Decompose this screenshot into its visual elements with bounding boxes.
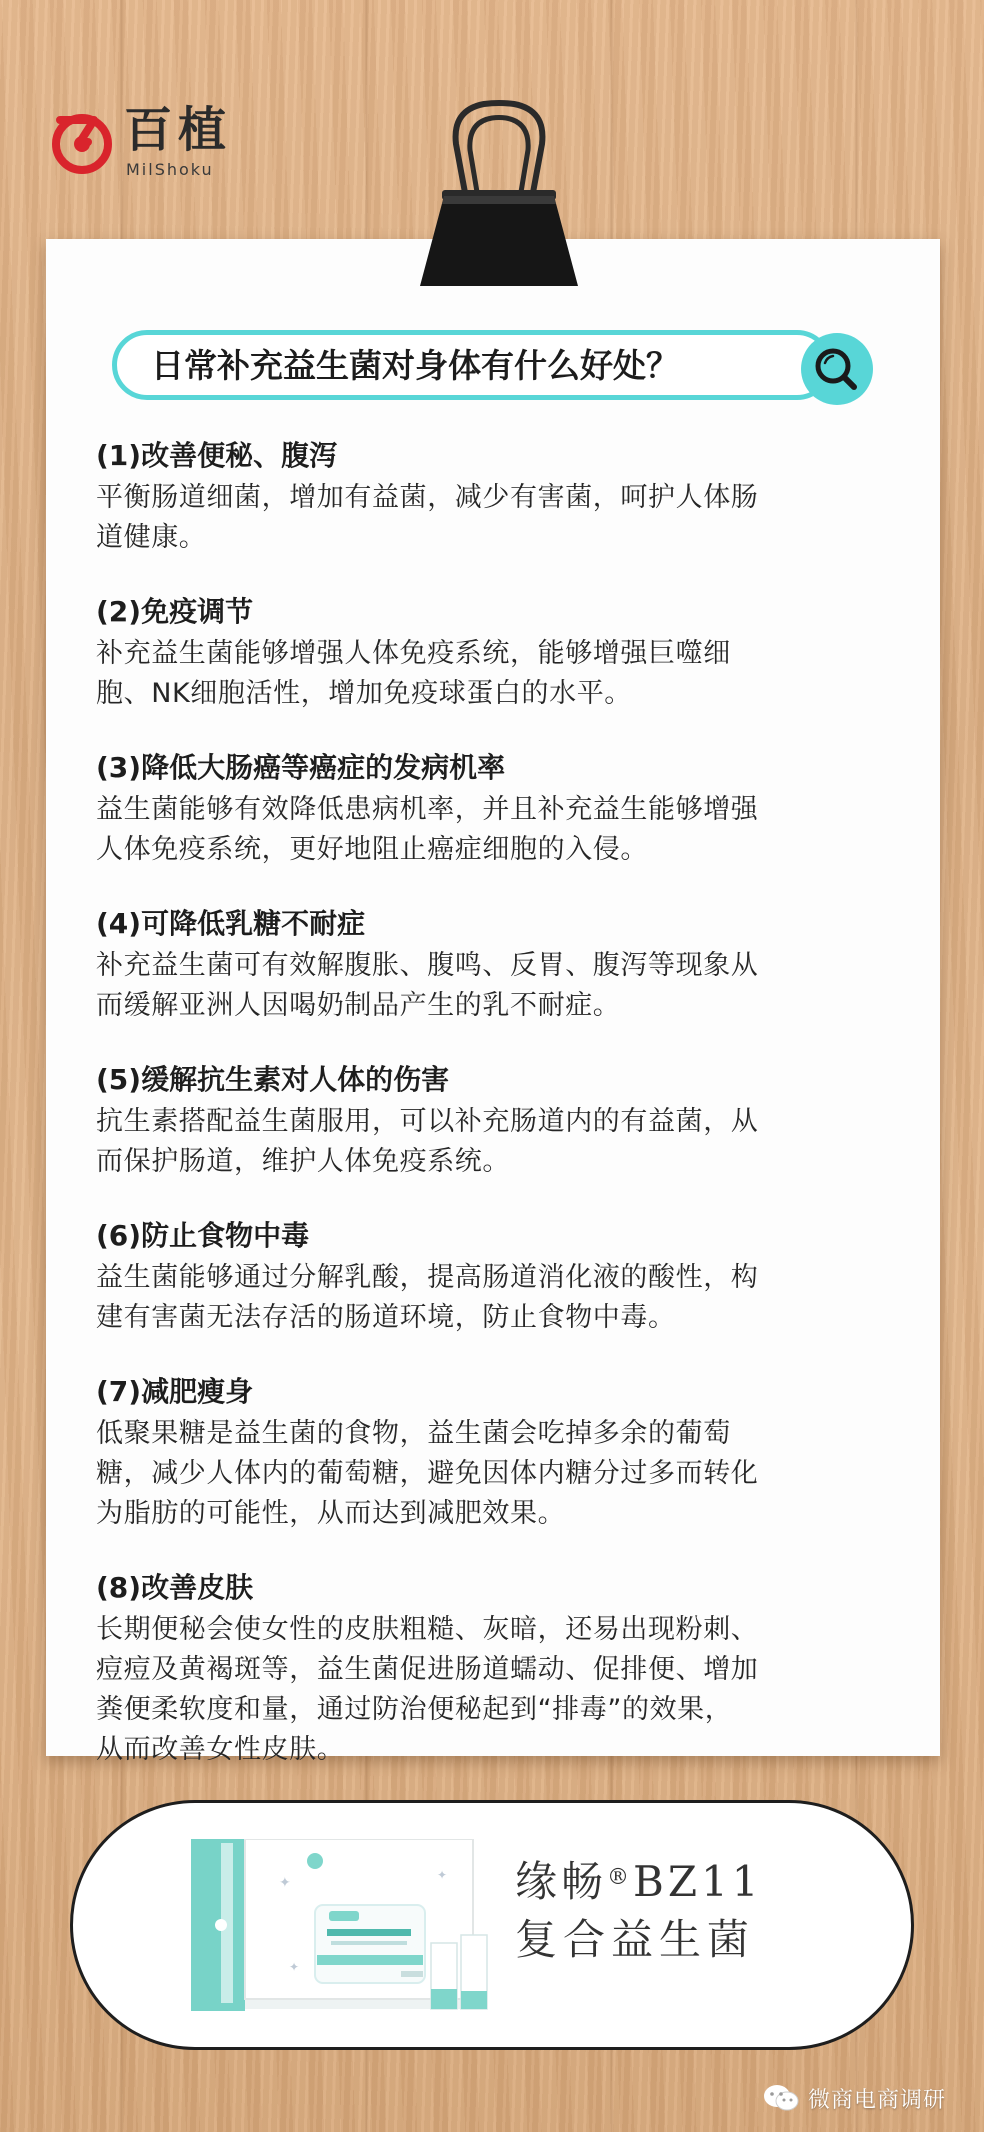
brand-name-cn: 百植 — [124, 102, 233, 158]
page-title: 日常补充益生菌对身体有什么好处？ — [151, 346, 679, 385]
benefit-title: (3)降低大肠癌等癌症的发病机率 — [96, 751, 506, 784]
watermark-text: 微商电商调研 — [808, 2087, 947, 2113]
wechat-icon — [762, 2083, 800, 2113]
product-model: BZ11 — [633, 1857, 763, 1906]
benefit-line: 平衡肠道细菌，增加有益菌，减少有害菌，呵护人体肠 — [96, 482, 759, 513]
benefit-item — [96, 904, 902, 1026]
svg-text:✦: ✦ — [437, 1868, 448, 1882]
benefit-line: 长期便秘会使女性的皮肤粗糙、灰暗，还易出现粉刺、 — [96, 1614, 759, 1645]
benefit-text — [96, 790, 902, 870]
benefit-text — [96, 1102, 902, 1182]
benefit-title: (5)缓解抗生素对人体的伤害 — [96, 1063, 450, 1096]
benefit-item — [96, 748, 902, 870]
brand-name-en: MilShoku — [126, 160, 214, 179]
watermark — [762, 2080, 946, 2116]
benefit-text — [96, 1414, 902, 1534]
benefit-title: (4)可降低乳糖不耐症 — [96, 907, 366, 940]
search-icon — [801, 333, 873, 405]
benefit-item — [96, 1060, 902, 1182]
benefit-line: 补充益生菌能够增强人体免疫系统，能够增强巨噬细 — [96, 638, 731, 669]
svg-text:✦: ✦ — [289, 1960, 300, 1974]
benefit-line: 补充益生菌可有效解腹胀、腹鸣、反胃、腹泻等现象从 — [96, 950, 759, 981]
benefit-item — [96, 1372, 902, 1534]
brand-logo-mark-icon — [50, 106, 116, 174]
benefit-line: 益生菌能够通过分解乳酸，提高肠道消化液的酸性，构 — [96, 1262, 759, 1293]
benefit-line: 建有害菌无法存活的肠道环境，防止食物中毒。 — [96, 1302, 676, 1333]
benefit-title: (7)减肥瘦身 — [96, 1375, 254, 1408]
benefit-line: 糖，减少人体内的葡萄糖，避免因体内糖分过多而转化 — [96, 1458, 759, 1489]
benefit-text — [96, 478, 902, 558]
benefit-line: 胞、NK细胞活性，增加免疫球蛋白的水平。 — [96, 678, 632, 709]
benefit-line: 低聚果糖是益生菌的食物，益生菌会吃掉多余的葡萄 — [96, 1418, 731, 1449]
benefit-line: 人体免疫系统，更好地阻止癌症细胞的入侵。 — [96, 834, 648, 865]
benefit-line: 而缓解亚洲人因喝奶制品产生的乳不耐症。 — [96, 990, 621, 1021]
benefit-title: (2)免疫调节 — [96, 595, 254, 628]
product-name-text: 缘畅 — [515, 1857, 608, 1906]
benefit-text — [96, 634, 902, 714]
product-box-image — [191, 1839, 521, 2011]
benefit-line: 痘痘及黄褐斑等，益生菌促进肠道蠕动、促排便、增加 — [96, 1654, 759, 1685]
benefit-line: 粪便柔软度和量，通过防治便秘起到“排毒”的效果， — [96, 1694, 733, 1725]
benefit-title: (1)改善便秘、腹泻 — [96, 439, 338, 472]
benefit-line: 道健康。 — [96, 522, 207, 553]
benefit-item — [96, 1216, 902, 1338]
product-banner — [70, 1800, 914, 2050]
product-subtitle: 复合益生菌 — [515, 1915, 756, 1964]
benefit-list — [96, 436, 902, 1804]
product-name — [515, 1855, 763, 1909]
benefit-line: 抗生素搭配益生菌服用，可以补充肠道内的有益菌，从 — [96, 1106, 759, 1137]
registered-mark: ® — [607, 1865, 634, 1890]
benefit-item — [96, 592, 902, 714]
benefit-line: 益生菌能够有效降低患病机率，并且补充益生能够增强 — [96, 794, 759, 825]
benefit-text — [96, 1610, 902, 1770]
benefit-line: 而保护肠道，维护人体免疫系统。 — [96, 1146, 510, 1177]
benefit-text — [96, 1258, 902, 1338]
binder-clip-icon — [404, 90, 594, 286]
benefit-text — [96, 946, 902, 1026]
benefit-item — [96, 436, 902, 558]
svg-text:✦: ✦ — [279, 1875, 291, 1891]
brand-logo — [50, 102, 270, 186]
benefit-line: 从而改善女性皮肤。 — [96, 1734, 345, 1765]
benefit-title: (6)防止食物中毒 — [96, 1219, 310, 1252]
benefit-item — [96, 1568, 902, 1770]
title-banner — [112, 330, 832, 400]
benefit-title: (8)改善皮肤 — [96, 1571, 254, 1604]
benefit-line: 为脂肪的可能性，从而达到减肥效果。 — [96, 1498, 566, 1529]
